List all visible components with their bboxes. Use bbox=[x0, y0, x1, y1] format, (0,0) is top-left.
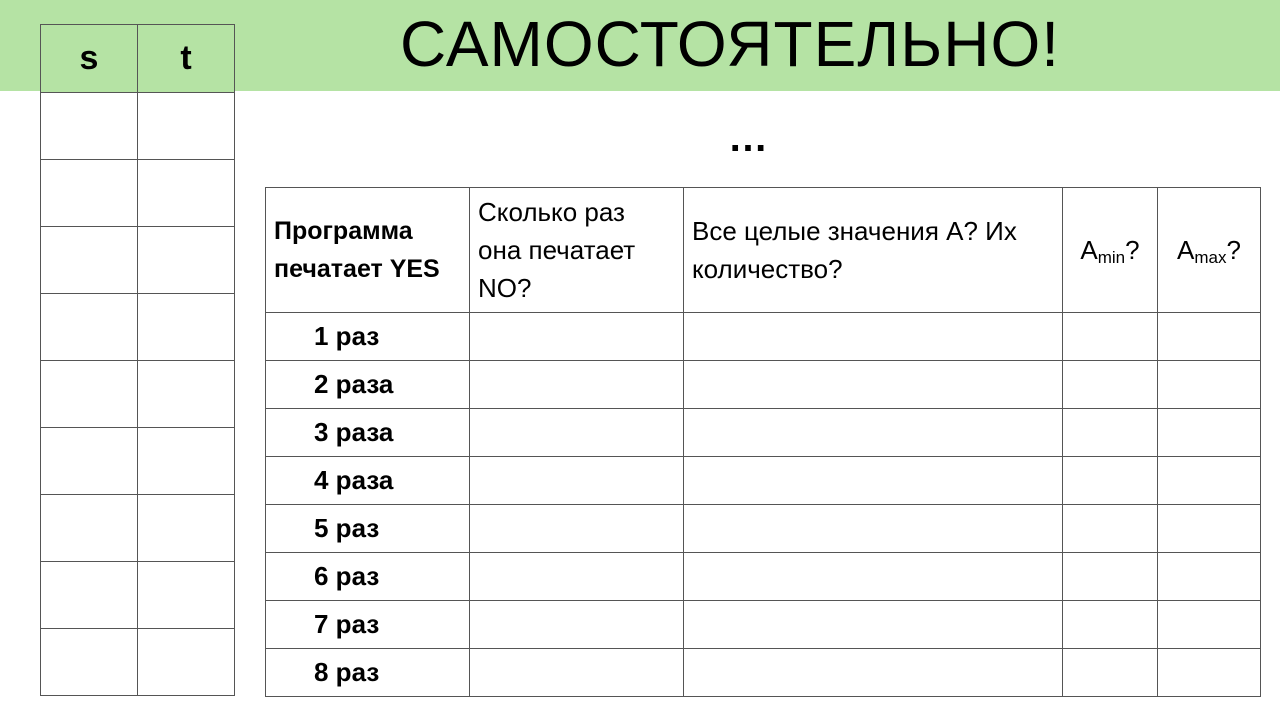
trace-cell-t bbox=[138, 361, 235, 428]
trace-cell-t bbox=[138, 294, 235, 361]
answer-cell-a-max bbox=[1158, 409, 1261, 457]
trace-cell-t bbox=[138, 428, 235, 495]
answer-cell-a-min bbox=[1063, 313, 1158, 361]
answer-cell-a-max bbox=[1158, 601, 1261, 649]
trace-cell-s bbox=[41, 562, 138, 629]
a-max-sub: max bbox=[1194, 248, 1227, 267]
answer-cell-all-values bbox=[684, 409, 1063, 457]
answer-cell-a-max bbox=[1158, 457, 1261, 505]
answer-cell-no-count bbox=[470, 457, 684, 505]
answer-cell-a-min bbox=[1063, 601, 1158, 649]
answer-cell-no-count bbox=[470, 505, 684, 553]
trace-cell-t bbox=[138, 227, 235, 294]
page-title: САМОСТОЯТЕЛЬНО! bbox=[400, 8, 1061, 80]
answer-cell-all-values bbox=[684, 649, 1063, 697]
trace-cell-s bbox=[41, 93, 138, 160]
trace-cell-s bbox=[41, 428, 138, 495]
header-yes-count: Программа печатает YES bbox=[266, 188, 470, 313]
answer-cell-no-count bbox=[470, 313, 684, 361]
trace-row bbox=[41, 428, 235, 495]
answer-cell-no-count bbox=[470, 553, 684, 601]
trace-cell-s bbox=[41, 495, 138, 562]
answer-cell-all-values bbox=[684, 361, 1063, 409]
a-min-base: A bbox=[1080, 235, 1098, 265]
row-label: 4 раза bbox=[266, 457, 470, 505]
a-max-base: A bbox=[1177, 235, 1195, 265]
answer-cell-all-values bbox=[684, 601, 1063, 649]
question-row bbox=[266, 601, 1261, 649]
answer-cell-a-max bbox=[1158, 313, 1261, 361]
question-row bbox=[266, 313, 1261, 361]
header-a-min bbox=[1063, 188, 1158, 313]
row-label: 2 раза bbox=[266, 361, 470, 409]
trace-row bbox=[41, 227, 235, 294]
trace-row bbox=[41, 93, 235, 160]
question-row bbox=[266, 505, 1261, 553]
question-row bbox=[266, 553, 1261, 601]
question-table bbox=[265, 187, 1261, 697]
ellipsis-mark: … bbox=[728, 116, 774, 160]
trace-table bbox=[40, 24, 235, 696]
answer-cell-a-min bbox=[1063, 505, 1158, 553]
answer-cell-a-min bbox=[1063, 457, 1158, 505]
answer-cell-no-count bbox=[470, 601, 684, 649]
a-min-tail: ? bbox=[1125, 235, 1140, 265]
trace-cell-s bbox=[41, 361, 138, 428]
trace-cell-s bbox=[41, 227, 138, 294]
trace-row bbox=[41, 160, 235, 227]
row-label: 1 раз bbox=[266, 313, 470, 361]
trace-row bbox=[41, 562, 235, 629]
answer-cell-no-count bbox=[470, 361, 684, 409]
trace-row bbox=[41, 629, 235, 696]
trace-cell-t bbox=[138, 562, 235, 629]
row-label: 7 раз bbox=[266, 601, 470, 649]
header-all-values: Все целые значения A? Их количество? bbox=[684, 188, 1063, 313]
question-row bbox=[266, 361, 1261, 409]
trace-row bbox=[41, 495, 235, 562]
answer-cell-all-values bbox=[684, 505, 1063, 553]
trace-header-t: t bbox=[138, 25, 235, 93]
row-label: 8 раз bbox=[266, 649, 470, 697]
answer-cell-a-max bbox=[1158, 505, 1261, 553]
answer-cell-no-count bbox=[470, 649, 684, 697]
answer-cell-a-max bbox=[1158, 361, 1261, 409]
answer-cell-a-max bbox=[1158, 553, 1261, 601]
answer-cell-a-max bbox=[1158, 649, 1261, 697]
row-label: 5 раз bbox=[266, 505, 470, 553]
trace-cell-t bbox=[138, 495, 235, 562]
answer-cell-all-values bbox=[684, 313, 1063, 361]
answer-cell-all-values bbox=[684, 457, 1063, 505]
question-row bbox=[266, 409, 1261, 457]
trace-cell-s bbox=[41, 629, 138, 696]
row-label: 6 раз bbox=[266, 553, 470, 601]
row-label: 3 раза bbox=[266, 409, 470, 457]
question-row bbox=[266, 457, 1261, 505]
answer-cell-all-values bbox=[684, 553, 1063, 601]
answer-cell-no-count bbox=[470, 409, 684, 457]
trace-cell-s bbox=[41, 160, 138, 227]
trace-cell-s bbox=[41, 294, 138, 361]
header-no-count: Сколько раз она печатает NO? bbox=[470, 188, 684, 313]
answer-cell-a-min bbox=[1063, 409, 1158, 457]
a-max-tail: ? bbox=[1226, 235, 1241, 265]
trace-cell-t bbox=[138, 629, 235, 696]
answer-cell-a-min bbox=[1063, 553, 1158, 601]
a-min-sub: min bbox=[1097, 248, 1126, 267]
header-a-max bbox=[1158, 188, 1261, 313]
trace-row bbox=[41, 361, 235, 428]
trace-header-s: s bbox=[41, 25, 138, 93]
question-row bbox=[266, 649, 1261, 697]
answer-cell-a-min bbox=[1063, 361, 1158, 409]
trace-cell-t bbox=[138, 160, 235, 227]
answer-cell-a-min bbox=[1063, 649, 1158, 697]
trace-cell-t bbox=[138, 93, 235, 160]
trace-row bbox=[41, 294, 235, 361]
